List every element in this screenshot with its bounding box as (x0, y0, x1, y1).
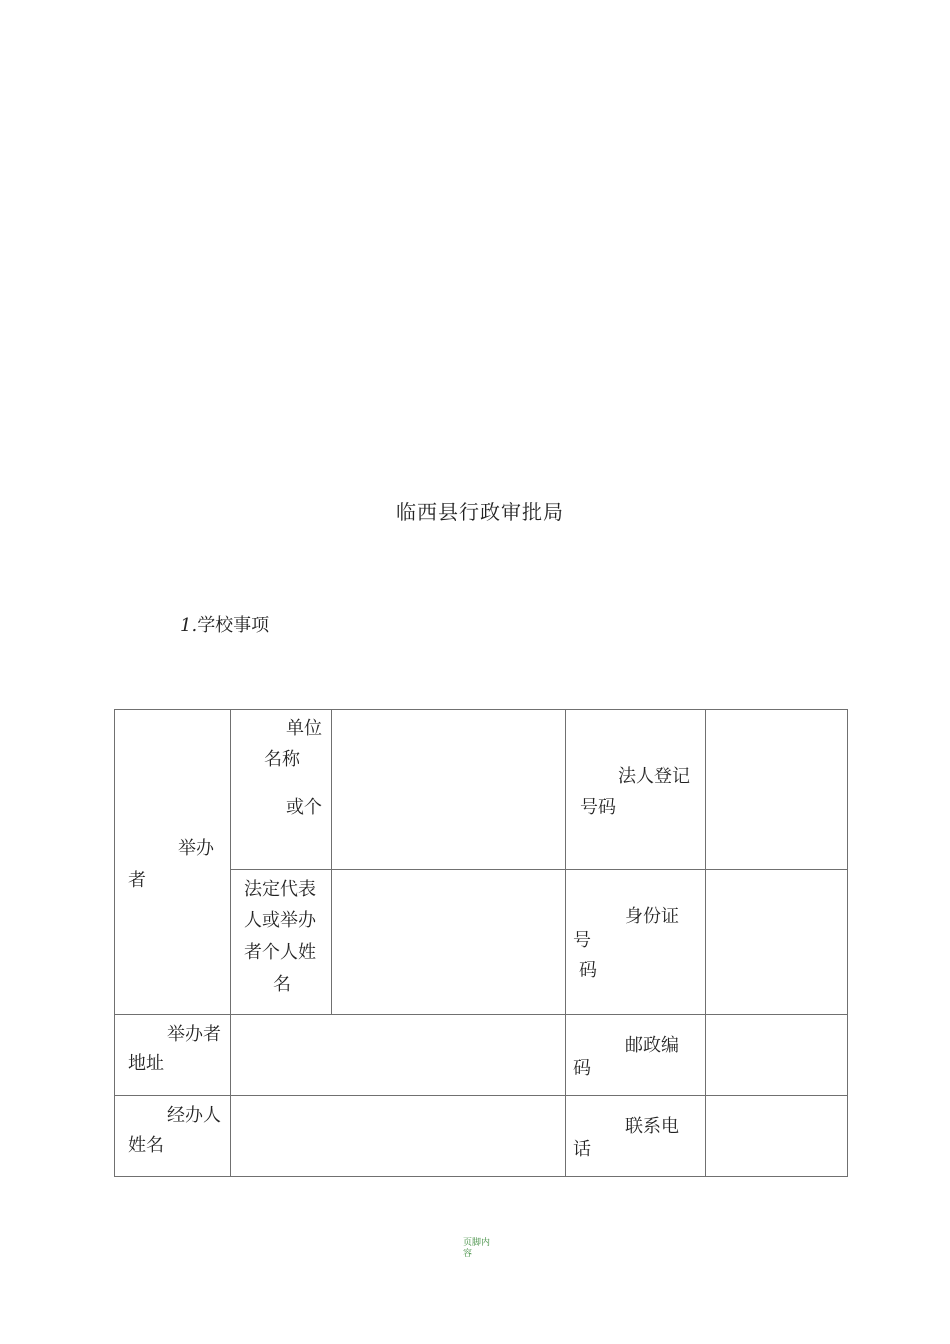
unit-name-label-line2: 名称 (264, 749, 300, 770)
agent-name-value-cell[interactable] (231, 1096, 566, 1177)
legal-reg-label-line2: 号码 (580, 797, 616, 818)
page-footer: 页脚内容 (463, 1238, 491, 1259)
section-number: 1. (180, 615, 198, 636)
postal-code-label-cell (566, 1015, 706, 1096)
sponsor-label-cell (115, 710, 231, 1015)
sponsor-address-label-line2: 地址 (128, 1053, 164, 1074)
agent-name-label-cell (115, 1096, 231, 1177)
postal-code-label-line1: 邮政编 (625, 1035, 679, 1056)
legal-reg-label-cell (566, 710, 706, 870)
unit-name-label-cell (231, 710, 332, 870)
legal-rep-label-line1: 法定代表 (244, 879, 316, 900)
phone-value-cell[interactable] (706, 1096, 848, 1177)
agent-name-label-line2: 姓名 (128, 1135, 164, 1156)
id-number-label-cell (566, 870, 706, 1015)
application-form-table (114, 709, 848, 1177)
document-title: 临西县行政审批局 (396, 500, 564, 524)
legal-reg-value-cell[interactable] (706, 710, 848, 870)
agent-name-label-line1: 经办人 (167, 1105, 221, 1126)
legal-rep-label-line4: 名 (273, 974, 291, 995)
legal-rep-label-cell (231, 870, 332, 1015)
phone-label-cell (566, 1096, 706, 1177)
section-label: 学校事项 (197, 615, 270, 636)
phone-label-line2: 话 (573, 1139, 591, 1160)
sponsor-label-line1: 举办 (178, 838, 214, 859)
legal-rep-label-line2: 人或举办 (244, 910, 316, 931)
sponsor-address-label-cell (115, 1015, 231, 1096)
sponsor-address-label-line1: 举办者 (167, 1024, 221, 1045)
sponsor-address-value-cell[interactable] (231, 1015, 566, 1096)
unit-name-value-cell[interactable] (332, 710, 566, 870)
postal-code-label-line2: 码 (573, 1058, 591, 1079)
unit-name-label-line3: 或个 (286, 797, 322, 818)
unit-name-label-line1: 单位 (286, 718, 322, 739)
legal-reg-label-line1: 法人登记 (618, 766, 690, 787)
legal-rep-label-line3: 者个人姓 (244, 942, 316, 963)
sponsor-label-line2: 者 (128, 870, 146, 891)
id-number-label-line1: 身份证 (625, 906, 679, 927)
phone-label-line1: 联系电 (625, 1116, 679, 1137)
legal-rep-value-cell[interactable] (332, 870, 566, 1015)
id-number-label-line2: 号 (573, 930, 591, 951)
id-number-label-line3: 码 (579, 960, 597, 981)
id-number-value-cell[interactable] (706, 870, 848, 1015)
section-heading (180, 611, 269, 637)
postal-code-value-cell[interactable] (706, 1015, 848, 1096)
